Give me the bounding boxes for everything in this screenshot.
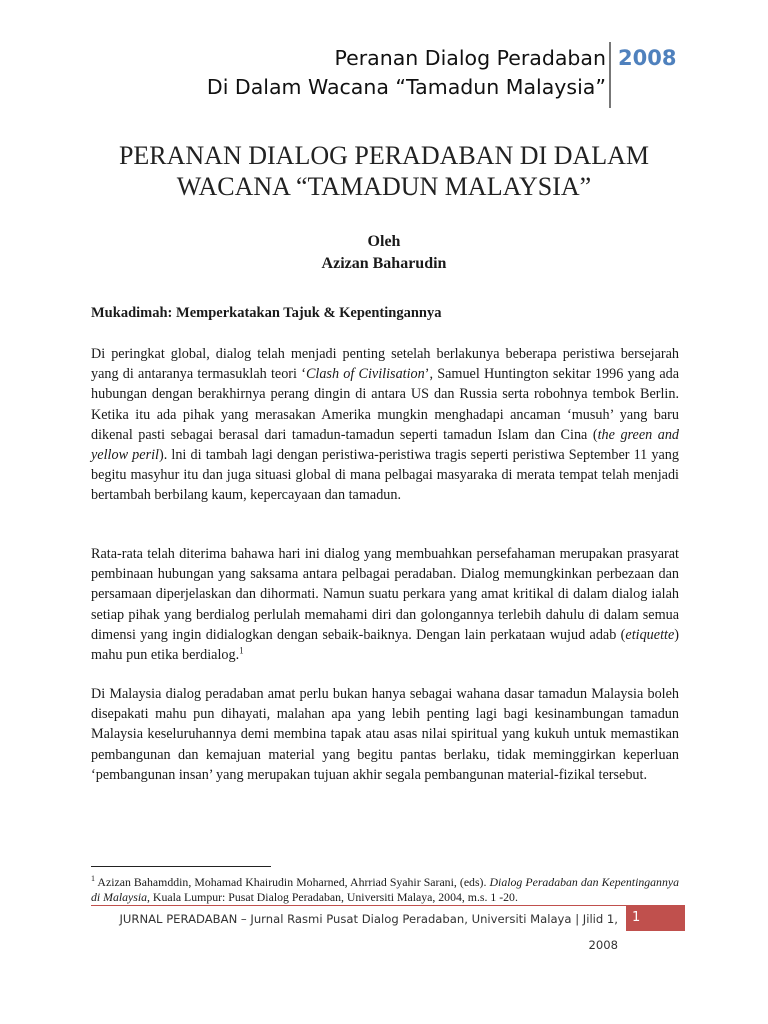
footnote-reference[interactable]: 1 xyxy=(239,645,244,656)
paragraph-1-italic-a: Clash of Civilisation xyxy=(305,366,425,383)
byline-label: Oleh xyxy=(367,233,401,250)
paragraph-2-text-a: Rata-rata telah diterima bahawa hari ini dialog yang membuahkan persefahaman merupakan prasyarat pembinaan hubungan yang saksama antara pelbagai peradaban. Dialog memungkinkan perbezaan dan persamaan diperjelaskan dan dihormati. Namun suatu perkara yang amat kritikal di dalam dialog ialah setiap pihak yang berdialog perlulah memahami diri dan golongannya terlebih dahulu di dalam semua dimensi yang ingin didialogkan dengan sebaik-baiknya. Dengan lain perkataan wujud adab ( xyxy=(91,546,679,643)
paragraph-1-text-b: ’, Samuel Huntington sekitar 1996 yang ada hubungan dengan berakhirnya perang dingin di antara US dan Russia serta robohnya tembok Berlin. Ketika itu ada pihak yang merasakan Amerika mungkin menghadapi ancaman ‘musuh’ yang baru dikenal pasti sebagai berasal dari tamadun-tamadun seperti tamadun Islam dan Cina ( xyxy=(91,366,680,443)
byline xyxy=(0,231,768,275)
paragraph-2-text-b: ) mahu pun etika berdialog. xyxy=(91,626,679,664)
running-header xyxy=(0,42,768,104)
paragraph-1-text-c: ). lni di tambah lagi dengan peristiwa-peristiwa tragis seperti peristiwa September 11 yang begitu masyhur itu dan juga situasi global di mana pelbagai masyaraka di merata tempat telah menjadi bertambah berbilang kaum, kepercayaan dan tamadun. xyxy=(91,447,679,504)
article-title-line-1: PERANAN DIALOG PERADABAN DI DALAM xyxy=(118,141,650,170)
page-footer xyxy=(91,905,685,952)
footnote xyxy=(91,871,679,905)
header-year: 2008 xyxy=(618,46,677,70)
paragraph-1-italic-b: the green and yellow peril xyxy=(91,426,680,464)
section-heading: Mukadimah: Memperkatakan Tajuk & Kepentingannya xyxy=(91,305,442,321)
footnote-text-b: , Kuala Lumpur: Pusat Dialog Peradaban, Universiti Malaya, 2004, m.s. 1 -20. xyxy=(147,889,518,904)
paragraph-1-text-a: Di peringkat global, dialog telah menjadi penting setelah berlakunya beberapa peristiwa bersejarah yang di antaranya termasuklah teori ‘ xyxy=(91,346,679,383)
page-number: 1 xyxy=(626,905,685,931)
article-title-line-2: WACANA “TAMADUN MALAYSIA” xyxy=(176,172,592,201)
paragraph-2-italic: etiquette xyxy=(625,626,675,643)
paragraph-3: Di Malaysia dialog peradaban amat perlu bukan hanya sebagai wahana dasar tamadun Malaysia boleh disepakati mahu pun dihayati, malahan apa yang lebih penting lagi bagi kesinambungan tamadun Malaysia keseluruhannya demi membina tapak atau asas nilai spiritual yang kukuh untuk memastikan pembangunan dan kemajuan material yang begitu pantas berlaku, tidak meminggirkan keperluan ‘pembangunan insan’ yang merupakan tujuan akhir segala pembangunan material-fizikal tersebut. xyxy=(91,686,679,783)
paragraph-2 xyxy=(91,544,679,665)
footnote-text-a: Azizan Bahamddin, Mohamad Khairudin Moharned, Ahrriad Syahir Sarani, (eds). xyxy=(95,874,490,889)
header-divider xyxy=(609,42,611,108)
footnote-divider xyxy=(91,866,271,867)
footnote-italic: Dialog Peradaban dan Kepentingannya di Malaysia xyxy=(91,874,679,904)
article-title xyxy=(0,140,768,202)
footer-journal-text: JURNAL PERADABAN – Jurnal Rasmi Pusat Dialog Peradaban, Universiti Malaya | Jilid 1, 2008 xyxy=(91,905,626,931)
author-name: Azizan Baharudin xyxy=(321,255,447,272)
paragraph-1 xyxy=(91,344,679,506)
running-header-title xyxy=(207,44,606,102)
footnote-number: 1 xyxy=(91,874,95,883)
running-header-line-1: Peranan Dialog Peradaban xyxy=(334,46,606,70)
running-header-line-2: Di Dalam Wacana “Tamadun Malaysia” xyxy=(206,75,606,99)
